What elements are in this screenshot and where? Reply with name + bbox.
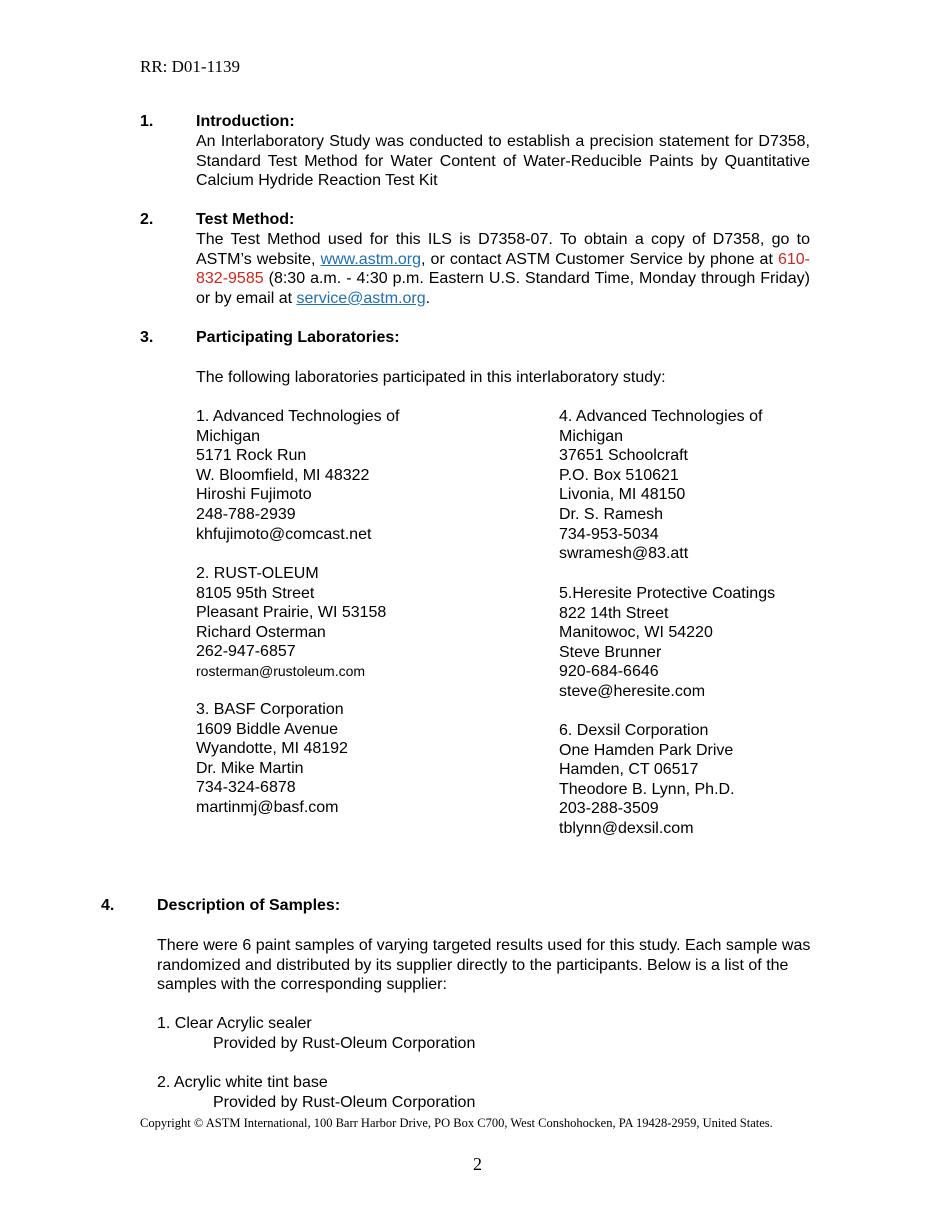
lab-4-po-box: P.O. Box 510621 xyxy=(559,466,679,484)
lab-5-phone: 920-684-6646 xyxy=(559,663,659,681)
section-4-intro: There were 6 paint samples of varying targeted results used for this study. Each sample was randomized and distributed by its supplier directly to the participants. Below is a list of the samples with the corresponding supplier: xyxy=(157,937,811,994)
lab-1-street: 5171 Rock Run xyxy=(196,447,307,465)
section-3-number: 3. xyxy=(140,329,154,346)
lab-1-city: W. Bloomfield, MI 48322 xyxy=(196,466,370,484)
astm-website-link[interactable]: www.astm.org xyxy=(320,250,422,268)
lab-1-name-cont: Michigan xyxy=(196,427,261,445)
lab-6-contact: Theodore B. Lynn, Ph.D. xyxy=(559,780,735,798)
lab-5-name: 5.Heresite Protective Coatings xyxy=(559,585,776,602)
sample-1-supplier: Provided by Rust-Oleum Corporation xyxy=(213,1035,476,1052)
lab-3-city: Wyandotte, MI 48192 xyxy=(196,740,348,758)
section-2-text-4: . xyxy=(425,289,431,307)
lab-4-city: Livonia, MI 48150 xyxy=(559,486,686,504)
lab-6-phone: 203-288-3509 xyxy=(559,800,659,818)
lab-6-name: 6. Dexsil Corporation xyxy=(559,722,709,739)
lab-4-phone: 734-953-5034 xyxy=(559,525,659,543)
lab-2-name: 2. RUST-OLEUM xyxy=(196,565,319,582)
lab-2-street: 8105 95th Street xyxy=(196,584,315,602)
lab-4-address xyxy=(559,407,762,564)
lab-4-street: 37651 Schoolcraft xyxy=(559,447,688,465)
section-4-title: Description of Samples: xyxy=(157,897,341,914)
lab-6-city: Hamden, CT 06517 xyxy=(559,761,699,779)
lab-5-contact: Steve Brunner xyxy=(559,643,662,661)
lab-6-email: tblynn@dexsil.com xyxy=(559,819,694,837)
sample-1-name: 1. Clear Acrylic sealer xyxy=(157,1015,312,1032)
section-3-title: Participating Laboratories: xyxy=(196,329,400,346)
lab-4-name-cont: Michigan xyxy=(559,427,624,445)
lab-3-contact: Dr. Mike Martin xyxy=(196,759,304,777)
lab-2-contact: Richard Osterman xyxy=(196,623,326,641)
lab-5-city: Manitowoc, WI 54220 xyxy=(559,624,713,642)
sample-2-name: 2. Acrylic white tint base xyxy=(157,1074,328,1091)
lab-4-email: swramesh@83.att xyxy=(559,545,689,563)
lab-5-street: 822 14th Street xyxy=(559,604,669,622)
lab-5-email: steve@heresite.com xyxy=(559,682,706,700)
section-1-title: Introduction: xyxy=(196,113,295,130)
document-reference: RR: D01-1139 xyxy=(140,57,240,76)
copyright-notice: Copyright © ASTM International, 100 Barr Harbor Drive, PO Box C700, West Conshohocken, PA 19428-2959, United States. xyxy=(140,1116,773,1130)
lab-3-name: 3. BASF Corporation xyxy=(196,701,344,718)
sample-2-supplier: Provided by Rust-Oleum Corporation xyxy=(213,1094,476,1111)
lab-1-email: khfujimoto@comcast.net xyxy=(196,525,372,543)
lab-3-phone: 734-324-6878 xyxy=(196,779,296,797)
section-2-number: 2. xyxy=(140,211,154,228)
service-email-link[interactable]: service@astm.org xyxy=(296,289,426,307)
section-2-title: Test Method: xyxy=(196,211,295,228)
section-1-body: An Interlaboratory Study was conducted to establish a precision statement for D7358, Standard Test Method for Water Content of Water-Reducible Paints by Quantitative Calcium Hydride Reaction Test Kit xyxy=(196,133,810,190)
lab-2-address xyxy=(196,564,386,682)
section-2-text-1: The Test Method used for this ILS is D7358-07. To obtain a copy of D7358, go to ASTM’s website, xyxy=(196,231,810,268)
customer-service-phone: 610-832-9585 xyxy=(196,250,811,288)
lab-3-address xyxy=(196,700,348,818)
section-3-intro: The following laboratories participated in this interlaboratory study: xyxy=(196,369,666,386)
lab-2-email: rosterman@rustoleum.com xyxy=(196,662,366,679)
lab-1-address xyxy=(196,407,399,544)
section-1-number: 1. xyxy=(140,113,154,130)
lab-1-phone: 248-788-2939 xyxy=(196,505,296,523)
section-2-body xyxy=(196,230,810,308)
section-2-text-2: , or contact ASTM Customer Service by phone at xyxy=(421,250,778,268)
lab-2-city: Pleasant Prairie, WI 53158 xyxy=(196,604,387,622)
lab-4-contact: Dr. S. Ramesh xyxy=(559,505,664,523)
lab-2-phone: 262-947-6857 xyxy=(196,643,296,661)
lab-6-address xyxy=(559,721,735,839)
lab-4-name: 4. Advanced Technologies of xyxy=(559,408,763,425)
lab-1-name: 1. Advanced Technologies of xyxy=(196,408,400,425)
section-4-number: 4. xyxy=(101,897,115,914)
lab-1-contact: Hiroshi Fujimoto xyxy=(196,486,312,504)
lab-6-street: One Hamden Park Drive xyxy=(559,741,734,759)
lab-5-address xyxy=(559,584,775,702)
lab-3-street: 1609 Biddle Avenue xyxy=(196,720,339,738)
page-number: 2 xyxy=(473,1154,482,1174)
lab-3-email: martinmj@basf.com xyxy=(196,798,339,816)
section-2-text-3: (8:30 a.m. - 4:30 p.m. Eastern U.S. Standard Time, Monday through Friday) or by email at xyxy=(196,270,810,307)
